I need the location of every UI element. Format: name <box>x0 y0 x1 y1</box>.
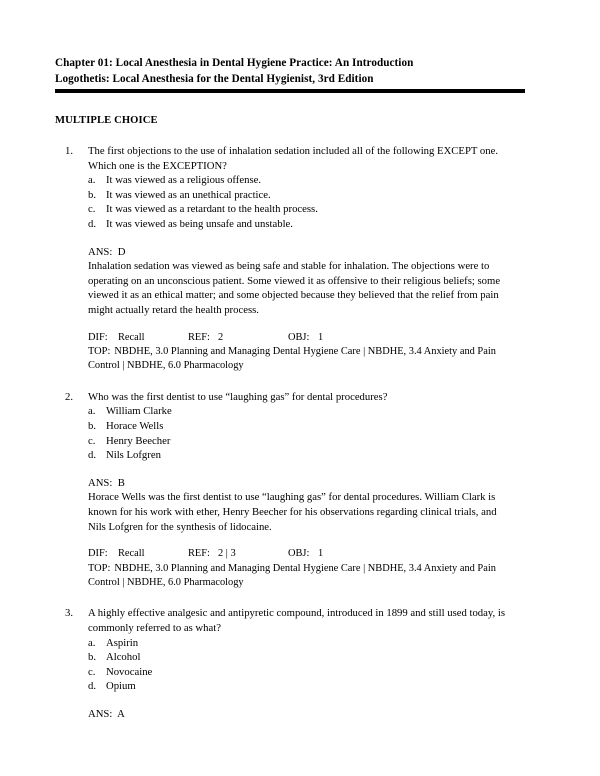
option-item <box>88 202 545 217</box>
option-item <box>88 404 545 419</box>
answer-area <box>55 245 545 318</box>
question-number: 1. <box>64 145 73 157</box>
ref-value: 2 | 3 <box>218 548 236 560</box>
answer-rationale: Horace Wells was the first dentist to use “laughing gas” for dental procedures. William Clark is known for his work with ether, Henry Beecher for his observations regarding clinical trials, and Nils Lofgren for the synthesis of lidocaine. <box>88 491 497 533</box>
question-metadata <box>55 331 545 374</box>
question-row <box>55 606 545 635</box>
option-text: Alcohol <box>106 651 141 664</box>
section-heading-multiple-choice: MULTIPLE CHOICE <box>55 115 158 126</box>
option-text: William Clarke <box>106 405 172 418</box>
option-letter: d. <box>88 449 97 462</box>
ref-value: 2 <box>218 331 224 343</box>
answer-line: ANS: B <box>88 476 125 489</box>
metadata-row-top <box>88 345 528 374</box>
option-item <box>88 448 545 463</box>
header-divider-rule <box>55 89 525 93</box>
ref-label: REF: <box>188 548 210 560</box>
answer-area <box>55 476 545 534</box>
option-item <box>88 665 545 680</box>
option-letter: d. <box>88 680 97 693</box>
metadata-row-dif-ref-obj <box>88 331 545 345</box>
question-block <box>55 606 545 721</box>
option-text: Nils Lofgren <box>106 449 161 462</box>
option-text: It was viewed as a religious offense. <box>106 174 262 187</box>
obj-label: OBJ: <box>288 548 310 560</box>
option-text: Aspirin <box>106 636 139 649</box>
dif-label: DIF: <box>88 548 108 560</box>
question-block <box>55 144 545 374</box>
dif-label: DIF: <box>88 331 108 343</box>
option-letter: b. <box>88 651 97 664</box>
option-letter: c. <box>88 665 96 678</box>
question-number: 2. <box>64 390 73 403</box>
ref-label: REF: <box>188 331 210 343</box>
answer-area <box>55 707 545 722</box>
option-letter: d. <box>88 217 97 230</box>
option-item <box>88 679 545 694</box>
option-letter: b. <box>88 188 97 201</box>
header-book-title: Logothetis: Local Anesthesia for the Dental Hygienist, 3rd Edition <box>55 72 374 85</box>
answer-line: ANS: D <box>88 245 126 258</box>
dif-value: Recall <box>118 331 145 343</box>
option-text: It was viewed as a retardant to the health process. <box>106 203 318 216</box>
option-letter: a. <box>88 405 96 418</box>
option-list <box>55 404 545 462</box>
option-letter: c. <box>88 434 96 447</box>
question-stem: Who was the first dentist to use “laughing gas” for dental procedures? <box>88 390 388 403</box>
option-list <box>55 636 545 694</box>
answer-line: ANS: A <box>88 707 125 720</box>
option-text: Novocaine <box>106 665 153 678</box>
question-number: 3. <box>64 607 73 620</box>
obj-value: 1 <box>318 331 324 343</box>
dif-value: Recall <box>118 548 145 560</box>
question-stem: The first objections to the use of inhalation sedation included all of the following EXCEPT one. Which one is the EXCEPTION? <box>88 145 499 172</box>
top-value: NBDHE, 3.0 Planning and Managing Dental Hygiene Care | NBDHE, 3.4 Anxiety and Pain Control | NBDHE, 6.0 Pharmacology <box>88 562 496 588</box>
top-value: NBDHE, 3.0 Planning and Managing Dental Hygiene Care | NBDHE, 3.4 Anxiety and Pain Control | NBDHE, 6.0 Pharmacology <box>88 345 496 372</box>
option-text: Henry Beecher <box>106 434 171 447</box>
question-block <box>55 390 545 591</box>
metadata-row-top <box>88 562 528 591</box>
question-stem: A highly effective analgesic and antipyretic compound, introduced in 1899 and still used today, is commonly referred to as what? <box>88 607 506 634</box>
option-list <box>55 173 545 231</box>
obj-value: 1 <box>318 548 324 560</box>
option-item <box>88 650 545 665</box>
obj-label: OBJ: <box>288 331 310 343</box>
option-letter: c. <box>88 203 96 216</box>
option-text: Horace Wells <box>106 419 164 432</box>
option-text: It was viewed as an unethical practice. <box>106 188 271 201</box>
option-item <box>88 419 545 434</box>
document-header <box>55 56 545 87</box>
option-item <box>88 434 545 449</box>
top-label: TOP: <box>88 562 111 574</box>
option-item <box>88 188 545 203</box>
top-label: TOP: <box>88 345 111 357</box>
option-item <box>88 173 545 188</box>
option-text: Opium <box>106 680 136 693</box>
option-letter: b. <box>88 419 97 432</box>
question-row <box>55 144 545 173</box>
option-text: It was viewed as being unsafe and unstable. <box>106 217 293 230</box>
question-metadata <box>55 547 545 590</box>
metadata-row-dif-ref-obj <box>88 547 545 561</box>
option-item <box>88 636 545 651</box>
option-item <box>88 217 545 232</box>
option-letter: a. <box>88 636 96 649</box>
question-row <box>55 390 545 405</box>
answer-rationale: Inhalation sedation was viewed as being safe and stable for inhalation. The objections were to operating on an unconscious patient. Some viewed it as offensive to their religious beliefs; some viewed it as an ethical matter; and some objected because they believed that the relief from pain might actually retard the health process. <box>88 260 501 316</box>
header-chapter-title: Chapter 01: Local Anesthesia in Dental Hygiene Practice: An Introduction <box>55 57 414 69</box>
option-letter: a. <box>88 174 96 187</box>
